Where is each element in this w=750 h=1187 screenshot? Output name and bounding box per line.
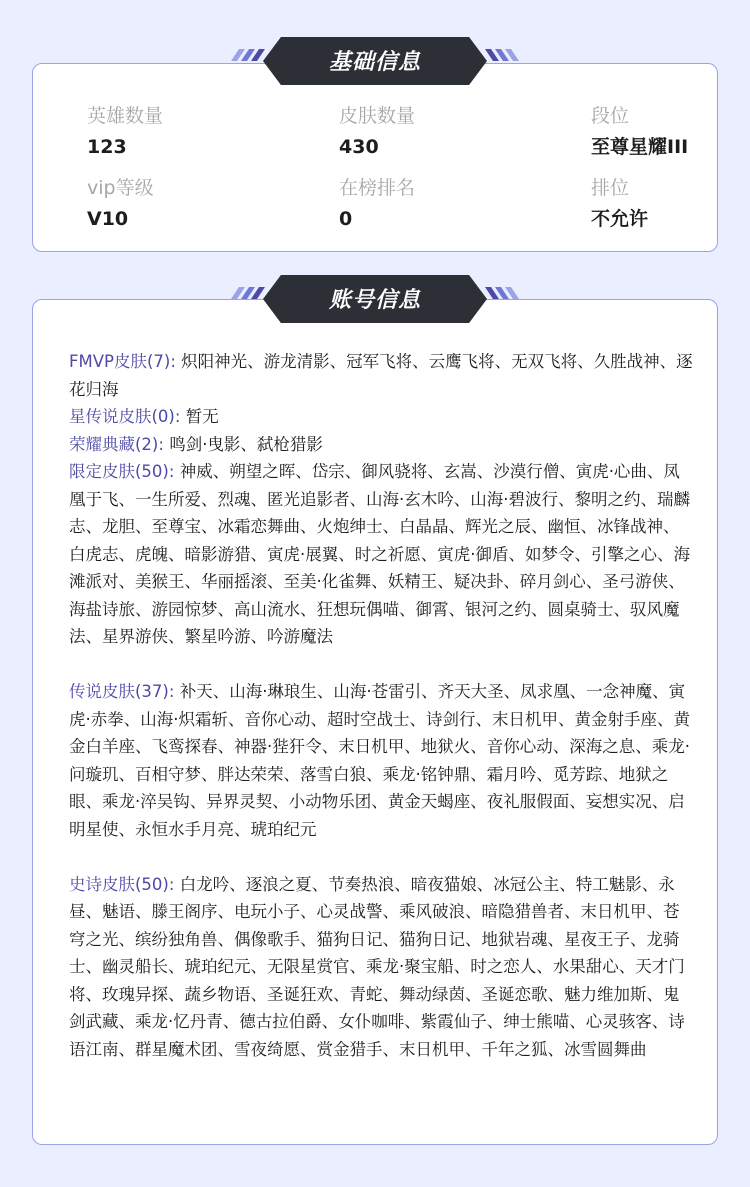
section-text: 暂无 bbox=[185, 407, 219, 426]
section-spacer bbox=[69, 843, 695, 871]
section-title: 账号信息 bbox=[328, 288, 421, 313]
stats-grid bbox=[87, 102, 707, 234]
section-fmvp-skins bbox=[69, 348, 695, 403]
section-text: 神威、朔望之晖、岱宗、御风骁将、玄嵩、沙漠行僧、寅虎·心曲、凤凰于飞、一生所爱、烈魂、匿光追影者、山海·玄木吟、山海·碧波行、黎明之约、瑞麟志、龙胆、至尊宝、冰霜恋舞曲、火炮绅士、白晶晶、辉光之辰、幽恒、冰锋战神、白虎志、虎魄、暗影游猎、寅虎·展翼、时之祈愿、寅虎·御盾、如梦令、引擎之心、海滩派对、美猴王、华丽摇滚、至美·化雀舞、妖精王、疑决卦、碎月剑心、圣弓游侠、海盐诗旅、游园惊梦、高山流水、狂想玩偶喵、御霄、银河之约、圆桌骑士、驭风魔法、星界游侠、繁星吟游、吟游魔法 bbox=[69, 462, 690, 646]
basic-info-card bbox=[32, 63, 718, 252]
account-info-card bbox=[32, 299, 718, 1145]
section-star-legend-skins bbox=[69, 403, 695, 431]
stat-value: 不允许 bbox=[591, 208, 649, 230]
stat-leaderboard-rank bbox=[339, 174, 591, 234]
section-spacer bbox=[69, 651, 695, 679]
section-label: FMVP皮肤(7): bbox=[69, 352, 176, 371]
stat-label: 皮肤数量 bbox=[339, 105, 416, 127]
stat-ranked-mode bbox=[591, 174, 721, 234]
section-glory-collection bbox=[69, 431, 695, 459]
section-text: 炽阳神光、游龙清影、冠军飞将、云鹰飞将、无双飞将、久胜战神、逐花归海 bbox=[69, 352, 693, 399]
stat-label: 英雄数量 bbox=[87, 105, 164, 127]
section-label: 星传说皮肤(0): bbox=[69, 407, 181, 426]
stat-label: 段位 bbox=[591, 105, 630, 127]
stripes-decoration-icon bbox=[481, 41, 521, 81]
stat-value: 123 bbox=[87, 136, 127, 158]
section-label: 荣耀典藏(2): bbox=[69, 434, 164, 454]
stat-rank-tier bbox=[591, 102, 721, 162]
stat-skin-count bbox=[339, 102, 591, 162]
section-limited-skins bbox=[69, 458, 695, 651]
stat-value: 0 bbox=[339, 208, 353, 230]
basic-info-badge bbox=[245, 37, 505, 87]
section-text: 白龙吟、逐浪之夏、节奏热浪、暗夜猫娘、冰冠公主、特工魅影、永昼、魅语、滕王阁序、电玩小子、心灵战警、乘风破浪、暗隐猎兽者、末日机甲、苍穹之光、缤纷独角兽、偶像歌手、猫狗日记、猫狗日记、地狱岩魂、星夜王子、龙骑士、幽灵船长、琥珀纪元、无限星赏官、乘龙·聚宝船、时之恋人、水果甜心、天才门将、玫瑰异探、蔬乡物语、圣诞狂欢、青蛇、舞动绿茵、圣诞恋歌、魅力维加斯、鬼剑武藏、乘龙·忆丹青、德古拉伯爵、女仆咖啡、紫霞仙子、绅士熊喵、心灵骇客、诗语江南、群星魔术团、雪夜绮愿、赏金猎手、末日机甲、千年之狐、冰雪圆舞曲 bbox=[69, 874, 685, 1059]
section-label: 史诗皮肤(50): bbox=[69, 874, 175, 894]
stat-hero-count bbox=[87, 102, 339, 162]
stat-label: vip等级 bbox=[87, 177, 154, 199]
account-body bbox=[69, 348, 695, 1063]
section-label: 限定皮肤(50): bbox=[69, 462, 175, 481]
stat-value: 至尊星耀III bbox=[591, 136, 689, 158]
section-text: 鸣剑·曳影、弑枪猎影 bbox=[169, 434, 323, 454]
stat-value: 430 bbox=[339, 136, 379, 158]
section-text: 补天、山海·琳琅生、山海·苍雷引、齐天大圣、凤求凰、一念神魔、寅虎·赤拳、山海·炽霜斩、音你心动、超时空战士、诗剑行、末日机甲、黄金射手座、黄金白羊座、飞鸾探春、神器·狴犴令、末日机甲、地狱火、音你心动、深海之息、乘龙·问璇玑、百相守梦、胖达荣荣、落雪白狼、乘龙·铭钟鼎、霜月吟、觅芳踪、地狱之眼、乘龙·淬吴钩、异界灵契、小动物乐团、黄金天蝎座、夜礼服假面、妄想实况、启明星使、永恒水手月亮、琥珀纪元 bbox=[69, 682, 690, 839]
stripes-decoration-icon bbox=[481, 279, 521, 319]
stat-label: 在榜排名 bbox=[339, 177, 416, 199]
section-label: 传说皮肤(37): bbox=[69, 682, 175, 701]
account-info-badge bbox=[245, 275, 505, 325]
section-title: 基础信息 bbox=[328, 50, 421, 75]
stat-vip-level bbox=[87, 174, 339, 234]
section-epic-skins bbox=[69, 871, 695, 1064]
stat-label: 排位 bbox=[591, 177, 630, 199]
section-legend-skins bbox=[69, 678, 695, 843]
stat-value: V10 bbox=[87, 208, 129, 230]
